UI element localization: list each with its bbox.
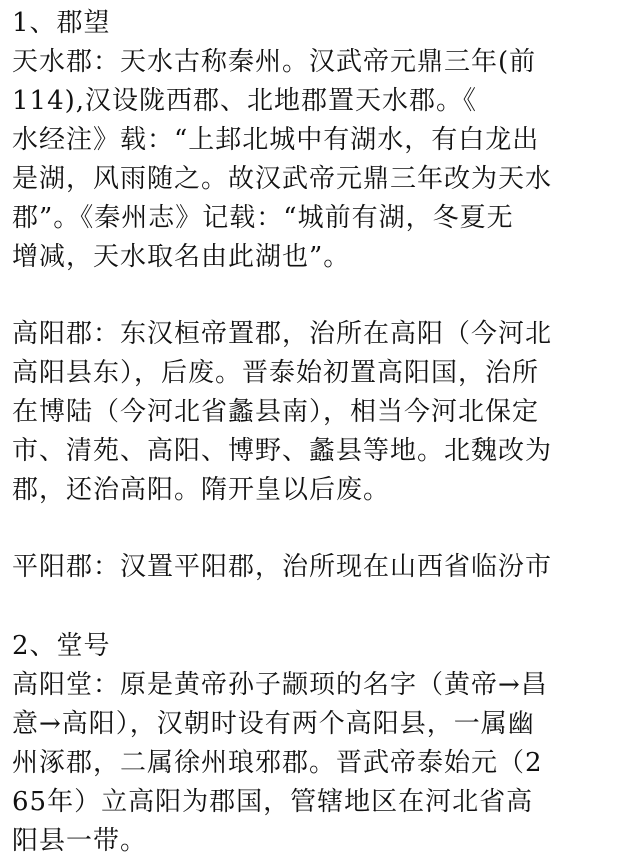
text-line: 114),汉设陇西郡、北地郡置天水郡。《 (12, 86, 478, 116)
text-line: 高阳县东），后废。晋泰始初置高阳国，治所 (12, 358, 540, 388)
text-line: 在博陆（今河北省蠡县南），相当今河北保定 (12, 397, 540, 427)
section-heading-tanghao: 2、堂号 (12, 631, 111, 661)
text-line: 是湖，风雨随之。故汉武帝元鼎三年改为天水 (12, 164, 553, 194)
text-line: 天水郡：天水古称秦州。汉武帝元鼎三年(前 (12, 47, 537, 77)
text-line: 65年）立高阳为郡国，管辖地区在河北省高 (12, 787, 534, 817)
text-line: 郡，还治高阳。隋开皇以后废。 (12, 475, 391, 505)
text-line: 水经注》载：“上邽北城中有湖水，有白龙出 (12, 125, 540, 155)
section-heading-junwang: 1、郡望 (12, 8, 111, 38)
text-line: 高阳郡：东汉桓帝置郡，治所在高阳（今河北 (12, 319, 553, 349)
text-line: 郡”。《秦州志》记载：“城前有湖，冬夏无 (12, 203, 514, 233)
text-line: 阳县一带。 (12, 826, 148, 856)
text-line: 州涿郡，二属徐州琅邪郡。晋武帝泰始元（2 (12, 748, 543, 778)
text-line: 增减，天水取名由此湖也”。 (12, 242, 351, 272)
text-line: 市、清苑、高阳、博野、蠡县等地。北魏改为 (12, 436, 553, 466)
text-line: 平阳郡：汉置平阳郡，治所现在山西省临汾市 (12, 552, 553, 582)
text-line: 意→高阳），汉朝时设有两个高阳县，一属幽 (12, 709, 535, 739)
text-line: 高阳堂：原是黄帝孙子颛顼的名字（黄帝→昌 (12, 670, 548, 700)
